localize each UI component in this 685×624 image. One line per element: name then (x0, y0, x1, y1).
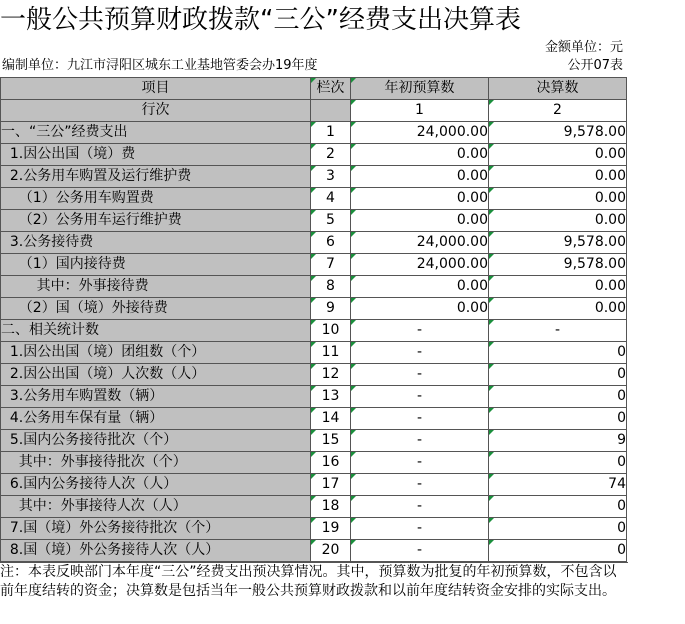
row-budget-value[interactable]: - (351, 386, 489, 408)
expense-table (0, 77, 627, 562)
row-final-value[interactable]: 0 (489, 386, 627, 408)
form-code: 公开07表 (567, 58, 623, 73)
row-budget-value[interactable]: - (351, 496, 489, 518)
row-label[interactable]: （1）国内接待费 (1, 254, 311, 276)
table-row (1, 232, 627, 254)
row-final-value[interactable]: 0.00 (489, 166, 627, 188)
row-line-no[interactable]: 5 (311, 210, 351, 232)
table-row (1, 408, 627, 430)
row-label[interactable]: 2.公务用车购置及运行维护费 (1, 166, 311, 188)
row-label[interactable]: 8.国（境）外公务接待人次（人） (1, 540, 311, 562)
row-final-value[interactable]: 0 (489, 540, 627, 562)
row-label[interactable]: 1.因公出国（境）团组数（个） (1, 342, 311, 364)
table-row (1, 496, 627, 518)
header-row-2 (1, 100, 627, 122)
row-label[interactable]: 3.公务接待费 (1, 232, 311, 254)
row-final-value[interactable]: 9,578.00 (489, 254, 627, 276)
row-line-no[interactable]: 20 (311, 540, 351, 562)
row-label[interactable]: 5.国内公务接待批次（个） (1, 430, 311, 452)
table-row (1, 430, 627, 452)
header-line-no[interactable]: 栏次 (311, 78, 351, 100)
row-budget-value[interactable]: - (351, 408, 489, 430)
row-final-value[interactable]: 0.00 (489, 188, 627, 210)
table-row (1, 166, 627, 188)
row-budget-value[interactable]: 24,000.00 (351, 122, 489, 144)
row-budget-value[interactable]: 0.00 (351, 166, 489, 188)
table-row (1, 474, 627, 496)
row-budget-value[interactable]: 0.00 (351, 298, 489, 320)
table-row (1, 210, 627, 232)
row-line-no[interactable]: 17 (311, 474, 351, 496)
table-row (1, 320, 627, 342)
header-row-no[interactable]: 行次 (1, 100, 311, 122)
row-final-value[interactable]: 0 (489, 364, 627, 386)
row-budget-value[interactable]: 0.00 (351, 144, 489, 166)
table-row (1, 144, 627, 166)
row-final-value[interactable]: 74 (489, 474, 627, 496)
row-line-no[interactable]: 8 (311, 276, 351, 298)
row-budget-value[interactable]: 0.00 (351, 210, 489, 232)
header-row (1, 78, 627, 100)
table-row (1, 518, 627, 540)
row-line-no[interactable]: 4 (311, 188, 351, 210)
row-final-value[interactable]: 0.00 (489, 144, 627, 166)
table-row (1, 342, 627, 364)
row-label[interactable]: （2）国（境）外接待费 (1, 298, 311, 320)
row-budget-value[interactable]: - (351, 474, 489, 496)
row-label[interactable]: 4.公务用车保有量（辆） (1, 408, 311, 430)
row-line-no[interactable]: 3 (311, 166, 351, 188)
row-budget-value[interactable]: - (351, 320, 489, 342)
header-item[interactable]: 项目 (1, 78, 311, 100)
row-budget-value[interactable]: - (351, 364, 489, 386)
row-final-value[interactable]: 0 (489, 342, 627, 364)
row-final-value[interactable]: 9,578.00 (489, 232, 627, 254)
row-line-no[interactable]: 15 (311, 430, 351, 452)
row-line-no[interactable]: 18 (311, 496, 351, 518)
row-budget-value[interactable]: 24,000.00 (351, 232, 489, 254)
table-row (1, 254, 627, 276)
row-label[interactable]: 二、相关统计数 (1, 320, 311, 342)
table-row (1, 452, 627, 474)
row-line-no[interactable]: 1 (311, 122, 351, 144)
row-budget-value[interactable]: 0.00 (351, 276, 489, 298)
row-line-no[interactable]: 16 (311, 452, 351, 474)
amount-unit: 金额单位：元 (544, 40, 623, 55)
row-final-value[interactable]: 0.00 (489, 276, 627, 298)
row-final-value[interactable]: 0 (489, 408, 627, 430)
row-line-no[interactable]: 7 (311, 254, 351, 276)
header-col-2[interactable]: 2 (489, 100, 627, 122)
row-budget-value[interactable]: - (351, 452, 489, 474)
row-line-no[interactable]: 10 (311, 320, 351, 342)
row-line-no[interactable]: 6 (311, 232, 351, 254)
header-col-1[interactable]: 1 (351, 100, 489, 122)
row-line-no[interactable]: 11 (311, 342, 351, 364)
footnote: 注：本表反映部门本年度“三公”经费支出预决算情况。其中，预算数为批复的年初预算数，不包含以前年度结转的资金；决算数是包括当年一般公共预算财政拨款和以前年度结转资金安排的实际支出。 (0, 562, 628, 601)
row-budget-value[interactable]: - (351, 430, 489, 452)
row-final-value[interactable]: 9,578.00 (489, 122, 627, 144)
row-budget-value[interactable]: - (351, 540, 489, 562)
org-name: 编制单位：九江市浔阳区城东工业基地管委会办19年度 (2, 58, 318, 73)
row-budget-value[interactable]: - (351, 518, 489, 540)
row-final-value[interactable]: 0 (489, 452, 627, 474)
row-line-no[interactable]: 14 (311, 408, 351, 430)
row-final-value[interactable]: 9 (489, 430, 627, 452)
row-final-value[interactable]: 0 (489, 518, 627, 540)
row-final-value[interactable]: 0.00 (489, 298, 627, 320)
page-title: 一般公共预算财政拨款“三公”经费支出决算表 (0, 5, 521, 35)
row-label[interactable]: 其中：外事接待费 (1, 276, 311, 298)
row-label[interactable]: （2）公务用车运行维护费 (1, 210, 311, 232)
row-label[interactable]: 一、“三公”经费支出 (1, 122, 311, 144)
row-line-no[interactable]: 13 (311, 386, 351, 408)
row-label[interactable]: 1.因公出国（境）费 (1, 144, 311, 166)
row-line-no[interactable]: 12 (311, 364, 351, 386)
row-final-value[interactable]: 0.00 (489, 210, 627, 232)
row-label[interactable]: 7.国（境）外公务接待批次（个） (1, 518, 311, 540)
row-final-value[interactable]: - (489, 320, 627, 342)
header-final[interactable]: 决算数 (489, 78, 627, 100)
row-budget-value[interactable]: 0.00 (351, 188, 489, 210)
table-row (1, 298, 627, 320)
row-budget-value[interactable]: - (351, 342, 489, 364)
table-row (1, 276, 627, 298)
table-row (1, 540, 627, 562)
row-label[interactable]: 2.因公出国（境）人次数（人） (1, 364, 311, 386)
row-label[interactable]: 6.国内公务接待人次（人） (1, 474, 311, 496)
row-budget-value[interactable]: 24,000.00 (351, 254, 489, 276)
row-label[interactable]: （1）公务用车购置费 (1, 188, 311, 210)
row-final-value[interactable]: 0 (489, 496, 627, 518)
header-budget[interactable]: 年初预算数 (351, 78, 489, 100)
row-line-no[interactable]: 2 (311, 144, 351, 166)
row-line-no[interactable]: 19 (311, 518, 351, 540)
row-line-no[interactable]: 9 (311, 298, 351, 320)
table-row (1, 122, 627, 144)
row-label[interactable]: 其中：外事接待人次（人） (1, 496, 311, 518)
row-label[interactable]: 其中：外事接待批次（个） (1, 452, 311, 474)
table-row (1, 188, 627, 210)
table-row (1, 386, 627, 408)
header-empty[interactable] (311, 100, 351, 122)
table-row (1, 364, 627, 386)
row-label[interactable]: 3.公务用车购置数（辆） (1, 386, 311, 408)
